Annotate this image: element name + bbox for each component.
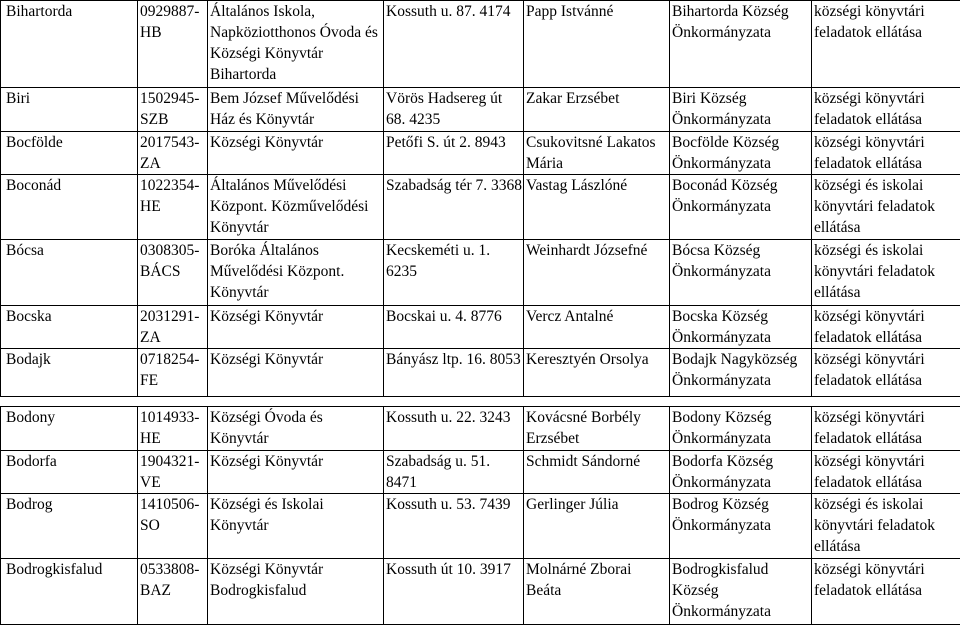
address-cell: Bányász ltp. 16. 8053: [384, 349, 524, 397]
owner-cell: Bócsa Község Önkormányzata: [670, 240, 812, 306]
owner-cell: Bihartorda Község Önkormányzata: [670, 1, 812, 88]
address-cell: Kossuth u. 22. 3243: [384, 407, 524, 451]
owner-cell: Bodrog Község Önkormányzata: [670, 494, 812, 559]
address-cell: Kossuth u. 53. 7439: [384, 494, 524, 559]
table-row: [1, 306, 960, 349]
institution-cell: Községi Könyvtár: [208, 451, 384, 494]
owner-cell: Boconád Község Önkormányzata: [670, 175, 812, 240]
contact-cell: Papp Istvánné: [524, 1, 670, 88]
institution-cell: Községi Óvoda és Könyvtár: [208, 407, 384, 451]
code-cell: 0718254-FE: [138, 349, 208, 397]
address-cell: Vörös Hadsereg út 68. 4235: [384, 88, 524, 132]
code-cell: 1410506-SO: [138, 494, 208, 559]
contact-cell: Kovácsné Borbély Erzsébet: [524, 407, 670, 451]
contact-cell: Gerlinger Júlia: [524, 494, 670, 559]
settlement-cell: Bócsa: [1, 240, 138, 306]
owner-cell: Biri Község Önkormányzata: [670, 88, 812, 132]
contact-cell: Weinhardt Józsefné: [524, 240, 670, 306]
table-row: [1, 132, 960, 175]
table-row: [1, 175, 960, 240]
contact-cell: Vastag Lászlóné: [524, 175, 670, 240]
table-row: [1, 494, 960, 559]
table-row: [1, 88, 960, 132]
settlement-cell: Bihartorda: [1, 1, 138, 88]
contact-cell: Keresztyén Orsolya: [524, 349, 670, 397]
code-cell: 1502945-SZB: [138, 88, 208, 132]
address-cell: Kossuth u. 87. 4174: [384, 1, 524, 88]
owner-cell: Bodrogkisfalud Község Önkormányzata: [670, 559, 812, 625]
code-cell: 0308305-BÁCS: [138, 240, 208, 306]
table-row: [1, 451, 960, 494]
table-row: [1, 349, 960, 397]
settlement-cell: Bodony: [1, 407, 138, 451]
address-cell: Kossuth út 10. 3917: [384, 559, 524, 625]
code-cell: 0533808-BAZ: [138, 559, 208, 625]
institution-cell: Általános Iskola, Napköziotthonos Óvoda és Községi Könyvtár Bihartorda: [208, 1, 384, 88]
task-cell: községi és iskolai könyvtári feladatok ellátása: [812, 494, 960, 559]
code-cell: 2017543-ZA: [138, 132, 208, 175]
contact-cell: Zakar Erzsébet: [524, 88, 670, 132]
table-row: [1, 407, 960, 451]
settlement-cell: Bodorfa: [1, 451, 138, 494]
task-cell: községi és iskolai könyvtári feladatok ellátása: [812, 175, 960, 240]
task-cell: községi könyvtári feladatok ellátása: [812, 559, 960, 625]
task-cell: községi és iskolai könyvtári feladatok ellátása: [812, 240, 960, 306]
library-table-bottom: [0, 406, 960, 625]
task-cell: községi könyvtári feladatok ellátása: [812, 88, 960, 132]
institution-cell: Boróka Általános Művelődési Központ. Könyvtár: [208, 240, 384, 306]
institution-cell: Községi Könyvtár: [208, 349, 384, 397]
institution-cell: Bem József Művelődési Ház és Könyvtár: [208, 88, 384, 132]
table-row: [1, 559, 960, 625]
owner-cell: Bodorfa Község Önkormányzata: [670, 451, 812, 494]
settlement-cell: Bocfölde: [1, 132, 138, 175]
code-cell: 0929887-HB: [138, 1, 208, 88]
owner-cell: Bodajk Nagyközség Önkormányzata: [670, 349, 812, 397]
settlement-cell: Bodrogkisfalud: [1, 559, 138, 625]
code-cell: 1022354-HE: [138, 175, 208, 240]
code-cell: 2031291-ZA: [138, 306, 208, 349]
contact-cell: Vercz Antalné: [524, 306, 670, 349]
contact-cell: Csukovitsné Lakatos Mária: [524, 132, 670, 175]
address-cell: Petőfi S. út 2. 8943: [384, 132, 524, 175]
table-body-top: [1, 1, 960, 397]
task-cell: községi könyvtári feladatok ellátása: [812, 132, 960, 175]
institution-cell: Községi Könyvtár: [208, 306, 384, 349]
code-cell: 1014933-HE: [138, 407, 208, 451]
table-row: [1, 1, 960, 88]
task-cell: községi könyvtári feladatok ellátása: [812, 451, 960, 494]
institution-cell: Községi Könyvtár: [208, 132, 384, 175]
task-cell: községi könyvtári feladatok ellátása: [812, 306, 960, 349]
institution-cell: Községi Könyvtár Bodrogkisfalud: [208, 559, 384, 625]
address-cell: Kecskeméti u. 1. 6235: [384, 240, 524, 306]
address-cell: Szabadság u. 51. 8471: [384, 451, 524, 494]
table-row: [1, 240, 960, 306]
code-cell: 1904321-VE: [138, 451, 208, 494]
owner-cell: Bocfölde Község Önkormányzata: [670, 132, 812, 175]
task-cell: községi könyvtári feladatok ellátása: [812, 1, 960, 88]
task-cell: községi könyvtári feladatok ellátása: [812, 349, 960, 397]
settlement-cell: Bodajk: [1, 349, 138, 397]
contact-cell: Schmidt Sándorné: [524, 451, 670, 494]
address-cell: Szabadság tér 7. 3368: [384, 175, 524, 240]
contact-cell: Molnárné Zborai Beáta: [524, 559, 670, 625]
settlement-cell: Bodrog: [1, 494, 138, 559]
table-body-bottom: [1, 407, 960, 625]
settlement-cell: Biri: [1, 88, 138, 132]
address-cell: Bocskai u. 4. 8776: [384, 306, 524, 349]
institution-cell: Általános Művelődési Központ. Közművelődési Könyvtár: [208, 175, 384, 240]
owner-cell: Bodony Község Önkormányzata: [670, 407, 812, 451]
owner-cell: Bocska Község Önkormányzata: [670, 306, 812, 349]
task-cell: községi könyvtári feladatok ellátása: [812, 407, 960, 451]
settlement-cell: Bocska: [1, 306, 138, 349]
settlement-cell: Boconád: [1, 175, 138, 240]
institution-cell: Községi és Iskolai Könyvtár: [208, 494, 384, 559]
